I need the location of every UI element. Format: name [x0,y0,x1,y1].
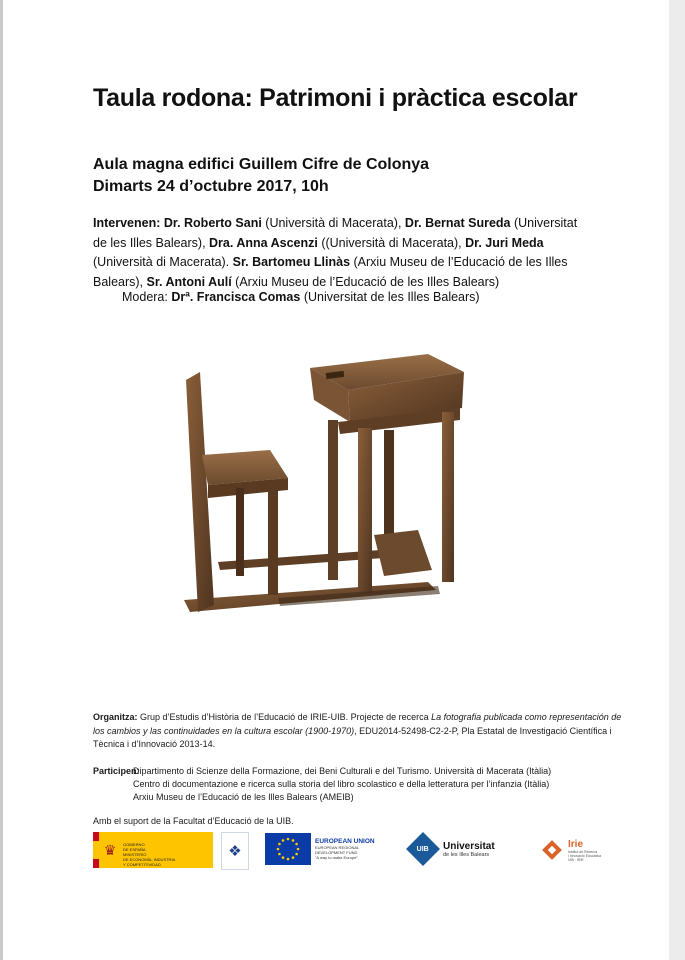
speaker-name: Dr. Bernat Sureda [404,216,511,230]
participants-label: Participen: [93,766,140,776]
irie-subtitle: Institut de Recerca [568,849,598,854]
spain-coat-of-arms-icon: ♛ [99,832,121,868]
venue-date: Dimarts 24 d’octubre 2017, 10h [93,178,329,195]
moderator-affiliation: (Universitat de les Illes Balears) [300,290,480,304]
speaker-name: Sr. Bartomeu Llinàs [232,255,351,269]
ministry-text: GOBIERNO DE ESPAÑA MINISTERIO DE ECONOMÍA, INDUSTRIA Y COMPETITIVIDAD [121,832,213,868]
speaker-affiliation: (Universitat de les Illes Balears), [93,216,578,250]
speaker-affiliation: (Università di Macerata), [261,216,405,230]
participant-item: Dipartimento di Scienze della Formazione, dei Beni Culturali e del Turismo. Università di Macerata (Itàlia) [133,766,552,776]
uib-subname: de les Illes Balears [443,851,490,858]
irie-code: UIB · IRIE [568,857,584,862]
project-title: La fotografia publicada como representación de los cambios y las continuidades en la cultura escolar (1900-1970) [93,712,622,736]
moderator-name: Drª. Francisca Comas [171,290,301,304]
eu-motto: "A way to make Europe" [315,855,358,860]
uib-name: Universitat [443,840,495,852]
speaker-name: Sr. Antoni Aulí [146,274,232,289]
organizers-block [93,711,623,752]
speakers-label: Intervenen: [93,216,161,230]
participant-item: Arxiu Museu de l’Educació de les Illes Balears (AMEIB) [133,792,354,802]
irie-name: Irie [568,838,584,850]
organizers-text-end: , EDU2014-52498-C2-2-P, Pla Estatal de Investigació Científica i Tècnica i d’Innovació 2013-14. [93,725,612,749]
eu-fund-line: DEVELOPMENT FUND [315,850,358,855]
organizers-text: Grup d’Estudis d’Història de l’Educació de IRIE-UIB. Projecte de recerca [137,712,432,722]
page-frame-right [669,0,685,960]
irie-mark-icon [541,839,563,861]
eu-title: EUROPEAN UNION [315,838,375,845]
speaker-affiliation: ((Università di Macerata), [317,235,466,250]
eu-fund-line: EUROPEAN REGIONAL [315,845,360,850]
speaker-affiliation: (Università di Macerata). [93,255,233,269]
moderator-line [122,288,480,308]
uib-logo [411,834,521,864]
support-line: Amb el suport de la Facultat d’Educació de la UIB. [93,816,294,826]
spanish-government-logo [93,832,213,868]
speaker-affiliation: (Arxiu Museu de l’Educació de les Illes Balears), [93,255,568,289]
speaker-name: Dr. Juri Meda [465,235,544,250]
speaker-name: Dra. Anna Ascenzi [209,235,318,250]
speakers-paragraph [93,214,593,292]
speaker-affiliation: (Arxiu Museu de l’Educació de les Illes Balears) [231,274,500,289]
speaker-name: Dr. Roberto Sani [163,216,262,230]
eu-flag-icon [265,833,311,865]
sponsor-logos [93,832,623,872]
participant-item: Centro di documentazione e ricerca sulla storia del libro scolastico e della letteratura per l’infanzia (Itàlia) [133,779,550,789]
school-desk-image [178,350,468,620]
page-frame-left [0,0,3,960]
irie-subtitle: i Innovació Educativa [568,853,602,858]
eu-fund-logo [265,832,383,866]
venue-place: Aula magna edifici Guillem Cifre de Colonya [93,156,430,173]
participants-block [93,765,623,804]
organizers-label: Organitza: [93,712,138,722]
uib-mark-icon: UIB [406,832,440,866]
page-title: Taula rodona: Patrimoni i pràctica escolar [93,84,578,112]
agency-emblem-icon: ❖ [221,832,249,870]
moderator-label: Modera: [122,290,168,304]
event-venue-block [93,154,429,198]
irie-logo [541,832,621,868]
